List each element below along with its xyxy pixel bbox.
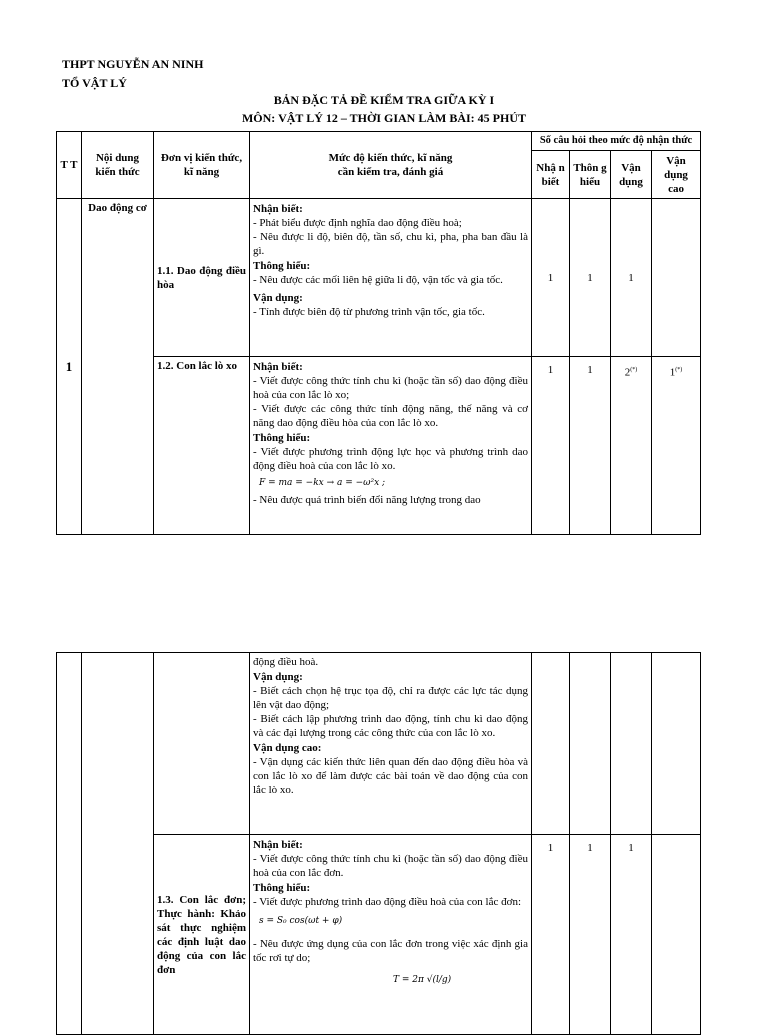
row-number: 1: [57, 199, 82, 535]
unit-1-1-count-nb: 1: [532, 199, 570, 357]
topic-cell: Dao động cơ: [82, 199, 154, 535]
unit-1-3-nb-1: - Viết được công thức tính chu kì (hoặc tần số) dao động điều hoà của con lắc đơn.: [253, 853, 528, 879]
unit-1-2-nb-1: - Viết được công thức tính chu kì (hoặc tần số) dao động điều hoà của con lắc lò xo;: [253, 375, 528, 401]
col-header-th: Thôn g hiểu: [570, 151, 611, 199]
col-header-tt: T T: [57, 132, 82, 199]
empty-count-nb: [532, 653, 570, 835]
document-title: BẢN ĐẶC TẢ ĐỀ KIỂM TRA GIỮA KỲ I: [273, 93, 495, 107]
unit-1-2-description: [250, 357, 532, 535]
unit-1-3-nb-title: Nhận biết:: [253, 839, 303, 851]
unit-1-2-count-vdc-value: 1: [669, 366, 676, 379]
row-number-cont: [57, 653, 82, 1035]
unit-1-2-th-1: - Viết được phương trình động lực học và phương trình dao động điều hoà của con lắc lò xo.: [253, 446, 528, 472]
unit-1-3-description: [250, 835, 532, 1035]
col-header-level-line1: Mức độ kiến thức, kĩ năng: [328, 152, 453, 164]
unit-1-1-count-vdc: [652, 199, 701, 357]
col-header-vd: Vận dụng: [611, 151, 652, 199]
unit-1-2-name: 1.2. Con lắc lò xo: [154, 357, 250, 535]
department-name: TỔ VẬT LÝ: [62, 76, 127, 90]
unit-1-3-count-nb: 1: [532, 835, 570, 1035]
unit-1-1-th-title: Thông hiểu:: [253, 260, 311, 272]
col-header-level: [250, 132, 532, 199]
school-name: THPT NGUYỄN AN NINH: [62, 57, 204, 71]
unit-1-1-vd-1: - Tính được biên độ từ phương trình vận tốc, gia tốc.: [253, 306, 485, 318]
unit-1-2-vdc-1: - Vận dụng các kiến thức liên quan đến dao động điều hòa và con lắc lò xo để làm được các bài toán về dao động của con lắc lò xo.: [253, 756, 528, 796]
unit-1-3-count-vdc: [652, 835, 701, 1035]
empty-count-vd: [611, 653, 652, 835]
unit-1-2-nb-title: Nhận biết:: [253, 361, 303, 373]
unit-1-2-vd-1: - Biết cách chọn hệ trục tọa độ, chỉ ra được các lực tác dụng lên vật dao động;: [253, 685, 528, 711]
unit-1-3-count-th: 1: [570, 835, 611, 1035]
unit-1-2-vd-2: - Biết cách lập phương trình dao động, tính chu kì dao động và các đại lượng trong các công thức của con lắc lò xo.: [253, 713, 528, 739]
unit-1-3-equation-1: s = S₀ cos(ωt + φ): [259, 916, 343, 926]
unit-1-3-th-title: Thông hiểu:: [253, 882, 311, 894]
unit-1-2-equation: F = ma = −kx → a = −ω²x ;: [259, 478, 386, 488]
unit-1-2-count-vd: [611, 357, 652, 535]
unit-1-2-count-vd-value: 2: [624, 366, 631, 379]
unit-1-2-description-cont: [250, 653, 532, 835]
unit-1-3-th-2: - Nêu được ứng dụng của con lắc đơn trong việc xác định gia tốc rơi tự do;: [253, 938, 528, 964]
unit-1-1-count-vd: 1: [611, 199, 652, 357]
subject-line: MÔN: VẬT LÝ 12 – THỜI GIAN LÀM BÀI: 45 PHÚT: [241, 111, 527, 125]
unit-1-2-th-title: Thông hiểu:: [253, 432, 311, 444]
unit-1-2-name-cont: [154, 653, 250, 835]
unit-1-1-nb-1: - Phát biểu được định nghĩa dao động điều hoà;: [253, 217, 462, 229]
unit-1-1-name: 1.1. Dao động điều hòa: [154, 199, 250, 357]
unit-1-3-equation-2: T = 2π √(l/g): [393, 975, 452, 985]
unit-1-2-count-nb: 1: [532, 357, 570, 535]
col-header-group: Số câu hỏi theo mức độ nhận thức: [532, 132, 701, 151]
unit-1-2-count-vdc-mark: (*): [675, 367, 683, 373]
unit-1-3-count-vd: 1: [611, 835, 652, 1035]
unit-1-2-count-vdc: [652, 357, 701, 535]
empty-count-th: [570, 653, 611, 835]
topic-cell-cont: [82, 653, 154, 1035]
unit-1-2-count-th: 1: [570, 357, 611, 535]
unit-1-1-nb-2: - Nêu được li độ, biên độ, tần số, chu kì, pha, pha ban đầu là gì.: [253, 231, 528, 257]
col-header-vdc: Vận dụng cao: [652, 151, 701, 199]
col-header-content: Nội dung kiến thức: [82, 132, 154, 199]
spec-table-part-2: [56, 652, 701, 1035]
unit-1-1-th-1: - Nêu được các mối liên hệ giữa li độ, vận tốc và gia tốc.: [253, 274, 503, 286]
col-header-nb: Nhậ n biết: [532, 151, 570, 199]
unit-1-1-count-th: 1: [570, 199, 611, 357]
unit-1-3-name: 1.3. Con lắc đơn; Thực hành: Khảo sát thực nghiệm các định luật dao động của con lắc đơn: [154, 835, 250, 1035]
unit-1-1-nb-title: Nhận biết:: [253, 203, 303, 215]
unit-1-2-cont-text: động điều hoà.: [253, 656, 319, 668]
col-header-level-line2: cần kiểm tra, đánh giá: [337, 166, 444, 178]
unit-1-1-vd-title: Vận dụng:: [253, 292, 303, 304]
unit-1-3-th-1: - Viết được phương trình dao động điều hoà của con lắc đơn:: [253, 896, 522, 908]
unit-1-2-vdc-title: Vận dụng cao:: [253, 742, 322, 754]
unit-1-2-vd-title: Vận dụng:: [253, 671, 303, 683]
col-header-unit: Đơn vị kiến thức, kĩ năng: [154, 132, 250, 199]
empty-count-vdc: [652, 653, 701, 835]
unit-1-2-count-vd-mark: (*): [630, 367, 638, 373]
spec-table-part-1: [56, 131, 701, 535]
unit-1-2-nb-2: - Viết được các công thức tính động năng, thế năng và cơ năng dao động điều hòa của con lắc lò xo.: [253, 403, 528, 429]
unit-1-1-description: [250, 199, 532, 357]
unit-1-2-th-2: - Nêu được quá trình biến đổi năng lượng trong dao: [253, 494, 481, 506]
